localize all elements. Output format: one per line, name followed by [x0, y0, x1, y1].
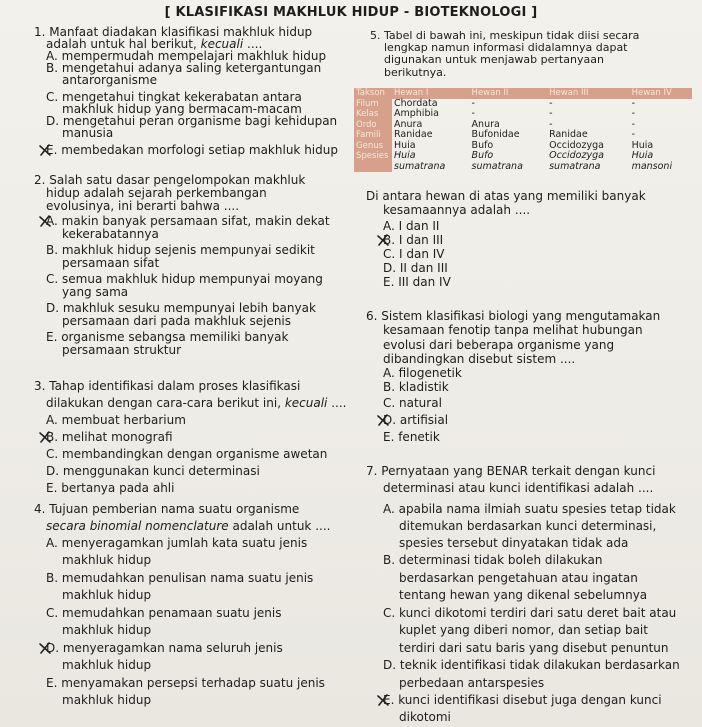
q1-option-e[interactable]: E. membedakan morfologi setiap makhluk hidup — [46, 143, 338, 157]
q6-option-b[interactable]: B. kladistik — [383, 380, 449, 394]
table-cell: - — [549, 97, 553, 109]
q2-option-c[interactable]: C. semua makhluk hidup mempunyai moyang — [46, 272, 323, 286]
q5-option-b[interactable]: B. I dan III — [383, 233, 444, 247]
q2-stem-line-3: evolusinya, ini berarti bahwa .... — [46, 199, 240, 213]
q2-option-d[interactable]: D. makhluk sesuku mempunyai lebih banyak — [46, 301, 316, 315]
answer-mark-icon — [38, 430, 52, 444]
q1-stem-line-1: 1. Manfaat diadakan klasifikasi makhluk hidup — [34, 25, 313, 39]
q1-option-b[interactable]: B. mengetahui adanya saling ketergantungan — [46, 61, 322, 75]
q7-option-c-cont: terdiri dari satu baris yang disebut penuntun — [399, 641, 669, 655]
q1-option-d[interactable]: D. mengetahui peran organisme bagi kehidupan — [46, 114, 338, 128]
q5-question-line-2: kesamaannya adalah .... — [383, 203, 531, 217]
q6-option-c[interactable]: C. natural — [383, 396, 442, 410]
table-cell: Anura — [394, 118, 423, 130]
q4-option-b-cont: makhluk hidup — [62, 588, 152, 602]
q5-option-a[interactable]: A. I dan II — [383, 219, 440, 233]
q4-option-d[interactable]: D. menyeragamkan nama seluruh jenis — [46, 641, 283, 655]
q1-option-b-cont: antarorganisme — [62, 73, 157, 87]
q4-option-a[interactable]: A. menyeragamkan jumlah kata suatu jenis — [46, 536, 308, 550]
table-row-label — [354, 162, 392, 173]
q7-option-e-cont: dikotomi — [399, 710, 451, 724]
q5-stem-line-2: lengkap namun informasi didalamnya dapat — [384, 41, 628, 54]
table-cell: Huia — [631, 139, 654, 151]
q5-option-c[interactable]: C. I dan IV — [383, 247, 445, 261]
table-cell: - — [549, 118, 553, 130]
q2-option-e[interactable]: E. organisme sebangsa memiliki banyak — [46, 330, 289, 344]
table-header-cell: Hewan I — [392, 88, 470, 99]
table-cell: - — [549, 108, 553, 119]
table-row-label: Genus — [354, 141, 392, 152]
q3-option-b[interactable]: B. melihat monografi — [46, 430, 173, 444]
table-cell: Huia — [394, 139, 416, 151]
q7-option-c[interactable]: C. kunci dikotomi terdiri dari satu deret bait atau — [383, 606, 677, 620]
table-row — [354, 130, 692, 141]
answer-mark-icon — [376, 413, 390, 427]
table-row — [354, 151, 692, 162]
q6-stem-line-4: dibandingkan disebut sistem .... — [383, 352, 576, 366]
answer-mark-icon — [38, 143, 52, 157]
q3-option-c[interactable]: C. membandingkan dengan organisme awetan — [46, 447, 328, 461]
answer-mark-icon — [376, 693, 390, 707]
table-cell: Ranidae — [549, 129, 588, 140]
q4-option-b[interactable]: B. memudahkan penulisan nama suatu jenis — [46, 571, 314, 585]
table-cell: - — [471, 108, 475, 119]
table-row — [354, 162, 692, 173]
q7-option-b[interactable]: B. determinasi tidak boleh dilakukan — [383, 553, 603, 567]
table-cell: sumatrana — [549, 160, 601, 172]
q3-option-d[interactable]: D. menggunakan kunci determinasi — [46, 464, 260, 478]
q2-option-b-cont: persamaan sifat — [62, 256, 160, 270]
q5-question-line-1: Di antara hewan di atas yang memiliki banyak — [366, 189, 646, 203]
table-row — [354, 109, 692, 120]
q5-stem-line-3: digunakan untuk menjawab pertanyaan — [384, 53, 604, 66]
table-cell: Amphibia — [394, 108, 439, 119]
table-cell: Chordata — [394, 97, 438, 109]
q1-option-c-cont: makhluk hidup yang bermacam-macam — [62, 102, 302, 116]
table-cell: - — [631, 97, 636, 109]
q3-option-e[interactable]: E. bertanya pada ahli — [46, 481, 175, 495]
q4-option-e-cont: makhluk hidup — [62, 693, 152, 707]
q2-option-a-cont: kekerabatannya — [62, 227, 159, 241]
q1-option-d-cont: manusia — [62, 126, 114, 140]
table-cell: Huia — [631, 150, 654, 161]
q7-option-a-cont: spesies tersebut dinyatakan tidak ada — [399, 536, 629, 550]
table-header-row — [354, 88, 692, 99]
worksheet-title: [ KLASIFIKASI MAKHLUK HIDUP - BIOTEKNOLOGI ] — [164, 5, 538, 20]
q7-option-a[interactable]: A. apabila nama ilmiah suatu spesies tetap tidak — [383, 502, 676, 516]
q2-option-c-cont: yang sama — [62, 285, 129, 299]
q4-stem-line-2: secara binomial nomenclature adalah untuk .... — [46, 519, 331, 533]
q7-stem-line-1: 7. Pernyataan yang BENAR terkait dengan kunci — [366, 464, 656, 478]
q2-option-b[interactable]: B. makhluk hidup sejenis mempunyai sedikit — [46, 243, 315, 257]
q4-option-c[interactable]: C. memudahkan penamaan suatu jenis — [46, 606, 282, 620]
q1-option-c[interactable]: C. mengetahui tingkat kekerabatan antara — [46, 90, 302, 104]
table-row-label: Ordo — [354, 120, 392, 131]
q7-option-e[interactable]: E. kunci identifikasi disebut juga dengan kunci — [383, 693, 662, 707]
q4-option-c-cont: makhluk hidup — [62, 623, 152, 637]
table-cell: Occidozyga — [549, 139, 604, 151]
table-cell: Ranidae — [394, 129, 433, 140]
table-cell: - — [631, 118, 636, 130]
q4-option-e[interactable]: E. menyamakan persepsi terhadap suatu jenis — [46, 676, 325, 690]
table-header-cell: Hewan III — [547, 88, 629, 99]
q7-option-b-cont: tentang hewan yang dikenal sebelumnya — [399, 588, 648, 602]
table-cell: Huia — [394, 150, 416, 161]
table-cell: Bufonidae — [471, 129, 520, 140]
q3-stem-line-1: 3. Tahap identifikasi dalam proses klasifikasi — [34, 379, 301, 393]
q4-stem-line-1: 4. Tujuan pemberian nama suatu organisme — [34, 502, 300, 516]
q5-stem-line-1: 5. Tabel di bawah ini, meskipun tidak diisi secara — [370, 29, 640, 42]
table-cell: Bufo — [471, 150, 494, 161]
q4-option-a-cont: makhluk hidup — [62, 553, 152, 567]
q7-option-a-cont: ditemukan berdasarkan kunci determinasi, — [399, 519, 657, 533]
table-header-cell: Hewan IV — [630, 88, 692, 99]
q2-option-d-cont: persamaan dari pada makhluk sejenis — [62, 314, 292, 328]
q3-option-a[interactable]: A. membuat herbarium — [46, 413, 186, 427]
table-header-cell: Hewan II — [470, 88, 548, 99]
table-cell: mansoni — [631, 160, 673, 172]
q6-stem-line-2: kesamaan fenotip tanpa melihat hubungan — [383, 323, 643, 337]
q7-option-d[interactable]: D. teknik identifikasi tidak dilakukan berdasarkan — [383, 658, 680, 672]
table-cell: - — [631, 108, 636, 119]
answer-mark-icon — [38, 641, 52, 655]
q6-option-d[interactable]: D. artifisial — [383, 413, 449, 427]
q1-stem-line-2: adalah untuk hal berikut, kecuali .... — [46, 37, 263, 51]
table-cell: Bufo — [471, 139, 494, 151]
table-row-label: Famili — [354, 130, 392, 141]
q2-stem-line-1: 2. Salah satu dasar pengelompokan makhluk — [34, 173, 306, 187]
taxon-table — [354, 88, 692, 172]
table-cell: Anura — [471, 118, 500, 130]
table-row-label: Kelas — [354, 109, 392, 120]
table-cell: sumatrana — [471, 160, 523, 172]
q6-stem-line-3: evolusi dari beberapa organisme yang — [383, 338, 615, 352]
q5-stem-line-4: berikutnya. — [384, 66, 447, 79]
q1-option-a[interactable]: A. mempermudah mempelajari makhluk hidup — [46, 49, 327, 63]
q7-stem-line-2: determinasi atau kunci identifikasi adalah .... — [383, 481, 654, 495]
table-cell: Occidozyga — [549, 150, 604, 161]
q5-option-e[interactable]: E. III dan IV — [383, 275, 451, 289]
answer-mark-icon — [38, 214, 52, 228]
q6-option-e[interactable]: E. fenetik — [383, 430, 440, 444]
table-header-cell: Takson — [354, 88, 392, 99]
table-cell: - — [631, 129, 636, 140]
q7-option-b-cont: berdasarkan pengetahuan atau ingatan — [399, 571, 638, 585]
q6-option-a[interactable]: A. filogenetik — [383, 366, 462, 380]
table-cell: sumatrana — [394, 160, 446, 172]
q2-stem-line-2: hidup adalah sejarah perkembangan — [46, 186, 267, 200]
q2-option-e-cont: persamaan struktur — [62, 343, 182, 357]
answer-mark-icon — [376, 233, 390, 247]
q3-stem-line-2: dilakukan dengan cara-cara berikut ini, kecuali .... — [46, 396, 347, 410]
q2-option-a[interactable]: A. makin banyak persamaan sifat, makin dekat — [46, 214, 330, 228]
q5-option-d[interactable]: D. II dan III — [383, 261, 448, 275]
table-cell: - — [471, 97, 475, 109]
q7-option-c-cont: kuplet yang diberi nomor, dan setiap bait — [399, 623, 648, 637]
table-row-label: Spesies — [354, 151, 392, 162]
q7-option-d-cont: perbedaan antarspesies — [399, 676, 545, 690]
table-row-label: Filum — [354, 99, 392, 110]
q4-option-d-cont: makhluk hidup — [62, 658, 152, 672]
q6-stem-line-1: 6. Sistem klasifikasi biologi yang mengutamakan — [366, 309, 661, 323]
